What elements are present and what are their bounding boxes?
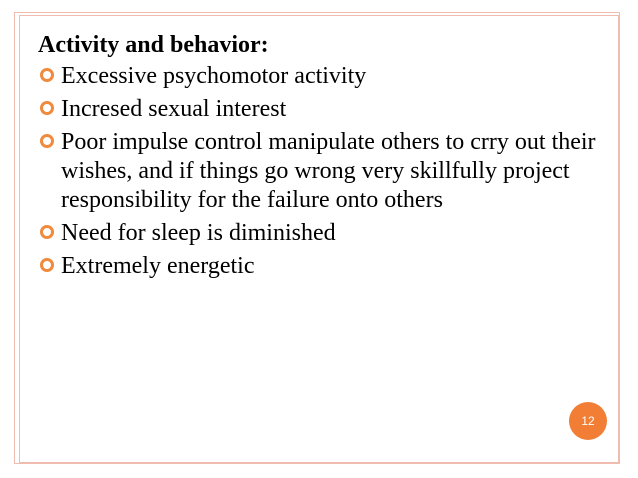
ring-bullet-icon [40, 258, 54, 272]
bullet-list [38, 62, 608, 281]
bullet-item [38, 62, 608, 91]
ring-bullet-icon [40, 68, 54, 82]
bullet-item [38, 128, 608, 215]
slide-heading: Activity and behavior: [38, 32, 269, 58]
ring-bullet-icon [40, 225, 54, 239]
bullet-text: Excessive psychomotor activity [61, 63, 367, 89]
page-number-badge [569, 402, 607, 440]
bullet-item [38, 252, 608, 281]
bullet-item [38, 219, 608, 248]
slide-content [38, 28, 608, 281]
bullet-text: Need for sleep is diminished [61, 220, 336, 246]
bullet-text: Incresed sexual interest [61, 96, 287, 122]
bullet-item [38, 95, 608, 124]
ring-bullet-icon [40, 101, 54, 115]
page-number: 12 [581, 414, 595, 428]
bullet-text: Extremely energetic [61, 253, 255, 279]
bullet-text: Poor impulse control manipulate others to crry out their wishes, and if things go wrong very skillfully project responsibility for the failure onto others [61, 129, 596, 213]
ring-bullet-icon [40, 134, 54, 148]
